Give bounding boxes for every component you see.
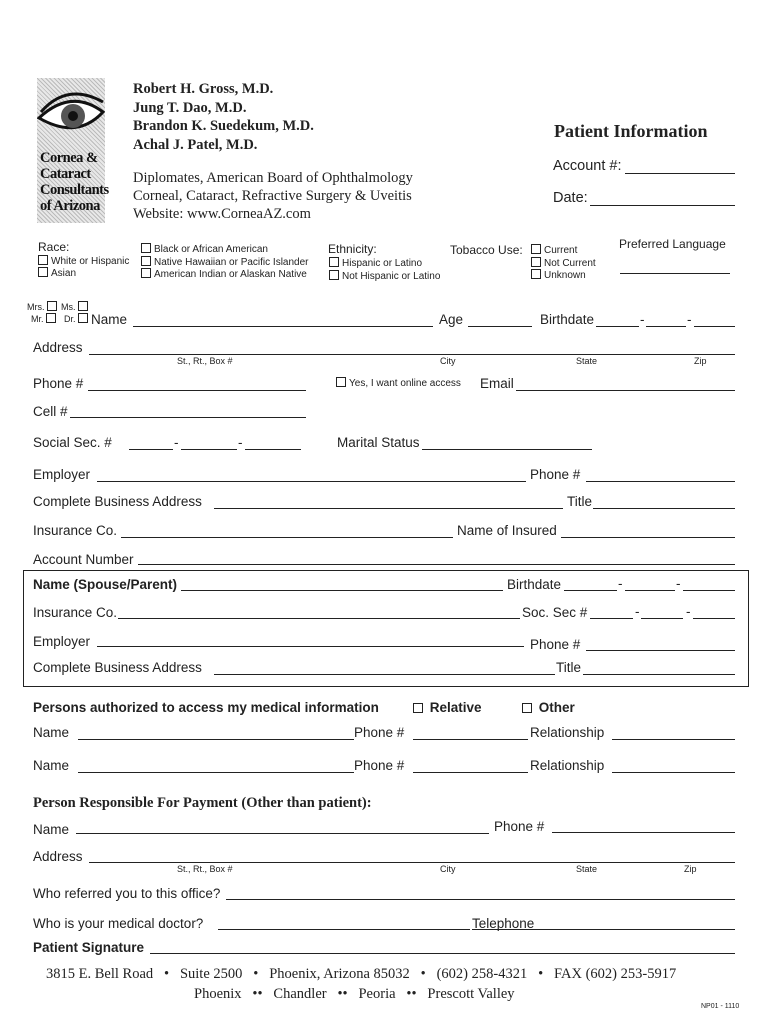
address-sub-label: State [576, 864, 598, 874]
date-separator: - [618, 576, 623, 591]
relationship-field[interactable] [612, 739, 735, 740]
online-access-option[interactable]: Yes, I want online access [336, 377, 461, 389]
phone-field[interactable] [88, 390, 306, 391]
telephone-label: Telephone [472, 916, 535, 931]
title-option[interactable]: Dr. [64, 313, 91, 324]
spouse-business-address-label: Complete Business Address [33, 660, 202, 675]
responsible-address-label: Address [33, 849, 83, 864]
date-label: Date: [553, 190, 588, 206]
signature-label: Patient Signature [33, 940, 145, 955]
spouse-title-field[interactable] [583, 674, 735, 675]
email-field[interactable] [516, 390, 735, 391]
account-field[interactable] [625, 173, 735, 174]
diplomates-text: Diplomates, American Board of Ophthalmology [133, 170, 413, 186]
business-address-label: Complete Business Address [33, 494, 202, 509]
medical-doctor-field[interactable] [218, 929, 470, 930]
birthdate-month-field[interactable] [596, 326, 639, 327]
authorized-phone-label: Phone # [354, 758, 405, 773]
other-option[interactable]: Other [522, 700, 575, 715]
marital-status-label: Marital Status [337, 435, 420, 450]
business-address-field[interactable] [214, 508, 563, 509]
race-option[interactable]: American Indian or Alaskan Native [141, 268, 307, 280]
birthdate-year-field[interactable] [694, 326, 735, 327]
ssn-separator: - [635, 604, 640, 619]
specialty-text: Corneal, Cataract, Refractive Surgery & Uveitis [133, 188, 412, 204]
title-option[interactable]: Mrs. [27, 301, 60, 312]
address-sub-label: Zip [684, 864, 697, 874]
checkbox[interactable] [78, 313, 88, 323]
employer-label: Employer [33, 467, 91, 482]
tobacco-option[interactable]: Not Current [531, 257, 596, 269]
title-label: Title [567, 494, 593, 509]
footer-locations: Phoenix •• Chandler •• Peoria •• Prescott Valley [194, 986, 515, 1002]
tobacco-option[interactable]: Current [531, 244, 577, 256]
spouse-employer-field[interactable] [97, 646, 524, 647]
authorized-phone-field[interactable] [413, 739, 528, 740]
authorized-name-label: Name [33, 758, 70, 773]
spouse-soc-sec-label: Soc. Sec # [522, 605, 588, 620]
title-option[interactable]: Ms. [61, 301, 91, 312]
address-sub-label: City [440, 864, 456, 874]
date-separator: - [676, 576, 681, 591]
title-field[interactable] [593, 508, 735, 509]
spouse-birthdate-day-field[interactable] [625, 590, 675, 591]
footer-address: 3815 E. Bell Road • Suite 2500 • Phoenix, Arizona 85032 • (602) 258-4321 • FAX (602) 253-5917 [46, 966, 677, 982]
logo-text: Cornea & Cataract Consultants of Arizona [40, 150, 109, 214]
website-text: Website: www.CorneaAZ.com [133, 206, 311, 222]
insurance-label: Insurance Co. [33, 523, 118, 538]
race-option[interactable]: Black or African American [141, 243, 268, 255]
spouse-name-label: Name (Spouse/Parent) [33, 577, 178, 592]
checkbox[interactable] [47, 301, 57, 311]
spouse-name-field[interactable] [181, 590, 503, 591]
relationship-field[interactable] [612, 772, 735, 773]
doctor-list [133, 80, 314, 154]
spouse-birthdate-year-field[interactable] [683, 590, 735, 591]
address-label: Address [33, 340, 83, 355]
spouse-business-address-field[interactable] [214, 674, 555, 675]
employer-field[interactable] [97, 481, 526, 482]
address-field[interactable] [89, 354, 735, 355]
patient-name-label: Name [91, 312, 128, 327]
insured-name-label: Name of Insured [457, 523, 557, 538]
checkbox[interactable] [329, 270, 339, 280]
doctor-name: Robert H. Gross, M.D. [133, 81, 274, 97]
ethnicity-option[interactable]: Hispanic or Latino [329, 257, 422, 269]
checkbox[interactable] [413, 703, 423, 713]
checkbox[interactable] [531, 269, 541, 279]
checkbox[interactable] [46, 313, 56, 323]
authorized-heading: Persons authorized to access my medical information [33, 700, 379, 715]
ssn-part2-field[interactable] [181, 449, 237, 450]
preferred-language-label: Preferred Language [619, 237, 726, 251]
referred-label: Who referred you to this office? [33, 886, 221, 901]
tobacco-option[interactable]: Unknown [531, 269, 586, 281]
authorized-name-field[interactable] [78, 739, 354, 740]
ssn-separator: - [174, 435, 179, 450]
form-title: Patient Information [554, 121, 708, 141]
responsible-phone-field[interactable] [552, 832, 735, 833]
address-sub-label: Zip [694, 356, 707, 366]
race-option[interactable]: White or Hispanic [38, 255, 129, 267]
checkbox[interactable] [38, 267, 48, 277]
eye-icon [37, 78, 105, 148]
race-option[interactable]: Native Hawaiian or Pacific Islander [141, 256, 309, 268]
ssn-part3-field[interactable] [245, 449, 301, 450]
account-label: Account #: [553, 158, 622, 174]
spouse-employer-label: Employer [33, 634, 91, 649]
spouse-title-label: Title [556, 660, 582, 675]
responsible-name-label: Name [33, 822, 70, 837]
responsible-heading: Person Responsible For Payment (Other than patient): [33, 795, 372, 811]
form-code: NP01 - 1110 [701, 1003, 740, 1010]
email-label: Email [480, 376, 514, 391]
age-field[interactable] [468, 326, 532, 327]
spouse-birthdate-month-field[interactable] [564, 590, 617, 591]
address-sub-label: City [440, 356, 456, 366]
checkbox[interactable] [141, 256, 151, 266]
relationship-label: Relationship [530, 725, 605, 740]
spouse-insurance-field[interactable] [118, 618, 520, 619]
spouse-ssn-part2-field[interactable] [641, 618, 683, 619]
cell-field[interactable] [70, 417, 306, 418]
insurance-field[interactable] [121, 537, 453, 538]
responsible-name-field[interactable] [76, 833, 489, 834]
referred-field[interactable] [226, 899, 735, 900]
patient-name-field[interactable] [133, 326, 433, 327]
date-field[interactable] [590, 205, 735, 206]
authorized-phone-label: Phone # [354, 725, 405, 740]
responsible-address-field[interactable] [89, 862, 735, 863]
checkbox[interactable] [336, 377, 346, 387]
employer-phone-label: Phone # [530, 467, 581, 482]
race-option[interactable]: Asian [38, 267, 76, 279]
doctor-name: Achal J. Patel, M.D. [133, 136, 258, 153]
marital-status-field[interactable] [422, 449, 592, 450]
authorized-phone-field[interactable] [413, 772, 528, 773]
address-sub-label: State [576, 356, 598, 366]
spouse-phone-field[interactable] [586, 650, 735, 651]
doctor-name: Jung T. Dao, M.D. [133, 99, 247, 116]
spouse-ssn-part1-field[interactable] [590, 618, 633, 619]
insured-name-field[interactable] [561, 537, 735, 538]
address-sub-label: St., Rt., Box # [177, 864, 233, 874]
checkbox[interactable] [141, 243, 151, 253]
phone-label: Phone # [33, 376, 84, 391]
spouse-birthdate-label: Birthdate [507, 577, 562, 592]
checkbox[interactable] [531, 257, 541, 267]
ethnicity-option[interactable]: Not Hispanic or Latino [329, 270, 440, 282]
cell-label: Cell # [33, 404, 68, 419]
checkbox[interactable] [38, 255, 48, 265]
relative-option[interactable]: Relative [413, 700, 482, 715]
race-label: Race: [38, 240, 70, 254]
authorized-name-label: Name [33, 725, 70, 740]
ssn-separator: - [238, 435, 243, 450]
date-separator: - [640, 312, 645, 327]
spouse-insurance-label: Insurance Co. [33, 605, 118, 620]
practice-info [133, 169, 413, 223]
authorized-name-field[interactable] [78, 772, 354, 773]
preferred-language-field[interactable] [620, 273, 730, 274]
telephone-field[interactable] [472, 929, 735, 930]
date-separator: - [687, 312, 692, 327]
relationship-label: Relationship [530, 758, 605, 773]
ethnicity-label: Ethnicity: [328, 242, 377, 256]
checkbox[interactable] [531, 244, 541, 254]
title-option[interactable]: Mr. [31, 313, 59, 324]
checkbox[interactable] [329, 257, 339, 267]
checkbox[interactable] [78, 301, 88, 311]
spouse-ssn-part3-field[interactable] [693, 618, 735, 619]
responsible-phone-label: Phone # [494, 819, 545, 834]
doctor-name: Brandon K. Suedekum, M.D. [133, 118, 314, 134]
birthdate-day-field[interactable] [646, 326, 686, 327]
ssn-part1-field[interactable] [129, 449, 173, 450]
age-label: Age [439, 312, 464, 327]
account-number-label: Account Number [33, 552, 134, 567]
address-sub-label: St., Rt., Box # [177, 356, 233, 366]
checkbox[interactable] [522, 703, 532, 713]
birthdate-label: Birthdate [540, 312, 595, 327]
employer-phone-field[interactable] [586, 481, 735, 482]
tobacco-label: Tobacco Use: [450, 243, 523, 257]
signature-field[interactable] [150, 953, 735, 954]
social-security-label: Social Sec. # [33, 435, 112, 450]
spouse-phone-label: Phone # [530, 637, 581, 652]
ssn-separator: - [686, 604, 691, 619]
account-number-field[interactable] [138, 564, 735, 565]
checkbox[interactable] [141, 268, 151, 278]
medical-doctor-label: Who is your medical doctor? [33, 916, 204, 931]
